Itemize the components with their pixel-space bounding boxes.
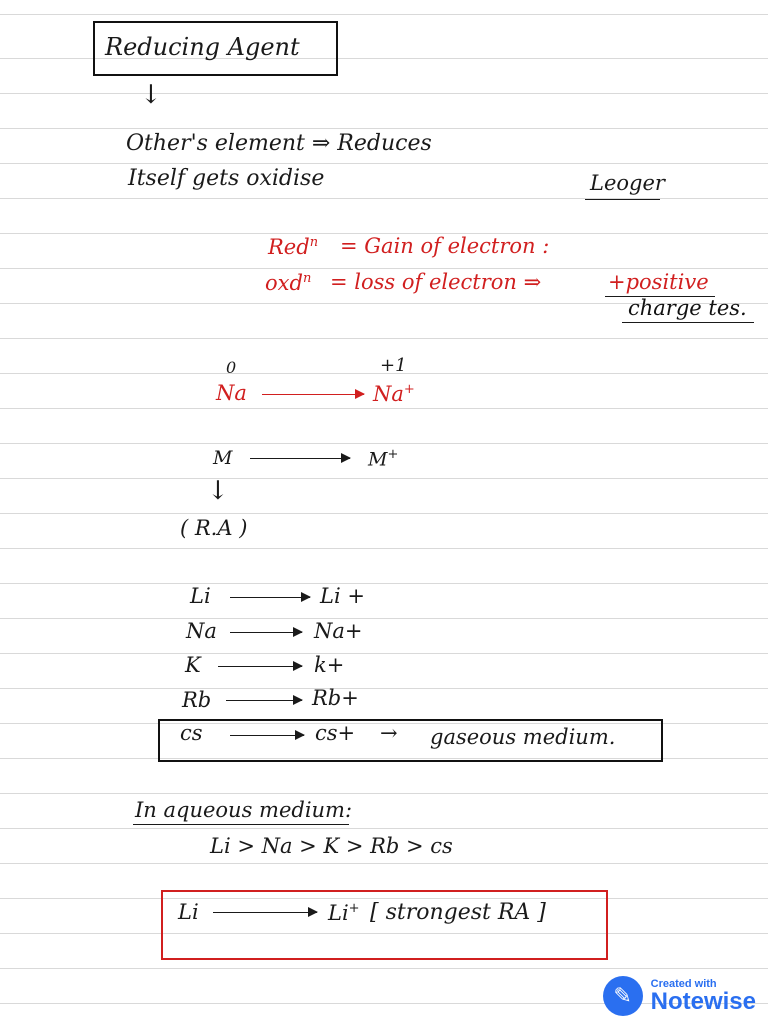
na-left: Na [216, 381, 247, 405]
alkali-arrow-na [230, 632, 302, 633]
gaseous-arrow-icon: → [380, 721, 398, 745]
alkali-left-li: Li [190, 584, 211, 608]
down-arrow-icon: ↓ [140, 80, 162, 110]
na-right: Na+ [373, 382, 415, 406]
alkali-right-na: Na+ [314, 619, 363, 643]
notewise-branding [603, 976, 756, 1016]
alkali-left-cs: cs [180, 721, 203, 745]
m-down-arrow-icon: ↓ [207, 476, 229, 506]
charge-underline [622, 322, 754, 323]
alkali-left-rb: Rb [182, 688, 212, 712]
m-right: M+ [368, 447, 399, 471]
page-title: Reducing Agent [105, 33, 300, 61]
redn-label: Red$^n$ [268, 235, 319, 259]
alkali-left-k: K [185, 653, 201, 677]
alkali-arrow-cs [230, 735, 304, 736]
m-reaction-arrow [250, 458, 350, 459]
oxdn-label: oxd$^n$ [265, 271, 312, 295]
redn-definition: = Gain of electron : [340, 234, 550, 258]
notewise-logo-text: Notewise [650, 988, 756, 1016]
strongest-right: Li+ [328, 901, 360, 925]
strongest-left: Li [178, 900, 199, 924]
m-left: M [213, 447, 233, 469]
alkali-right-rb: Rb+ [312, 686, 359, 710]
alkali-right-li: Li + [320, 584, 365, 608]
oxidation-state-left: 0 [226, 358, 237, 377]
aqueous-heading: In aqueous medium: [135, 798, 353, 822]
alkali-right-cs: cs+ [315, 721, 356, 745]
definition-line-1: Other's element ⇒ Reduces [126, 131, 432, 156]
strongest-arrow [213, 912, 317, 913]
oxdn-definition: = loss of electron ⇒ [330, 270, 542, 294]
pen-icon: ✎ [603, 976, 643, 1016]
created-with-label: Created with [650, 977, 717, 990]
strongest-label: [ strongest RA ] [370, 900, 546, 925]
ra-label: ( R.A ) [180, 516, 248, 540]
aqueous-order: Li > Na > K > Rb > cs [210, 834, 453, 858]
na-reaction-arrow [262, 394, 364, 395]
oxidation-state-right: +1 [380, 355, 407, 376]
positive-note: +positive [608, 270, 709, 294]
definition-line-2: Itself gets oxidise [128, 166, 325, 191]
charge-note: charge tes. [628, 296, 747, 320]
aqueous-underline [133, 824, 349, 825]
alkali-right-k: k+ [314, 653, 345, 677]
alkali-arrow-li [230, 597, 310, 598]
gaseous-label: gaseous medium. [430, 725, 616, 749]
side-note-underline [585, 199, 660, 200]
alkali-arrow-rb [226, 700, 302, 701]
alkali-arrow-k [218, 666, 302, 667]
alkali-left-na: Na [186, 619, 217, 643]
side-note-leoger: Leoger [590, 171, 665, 195]
